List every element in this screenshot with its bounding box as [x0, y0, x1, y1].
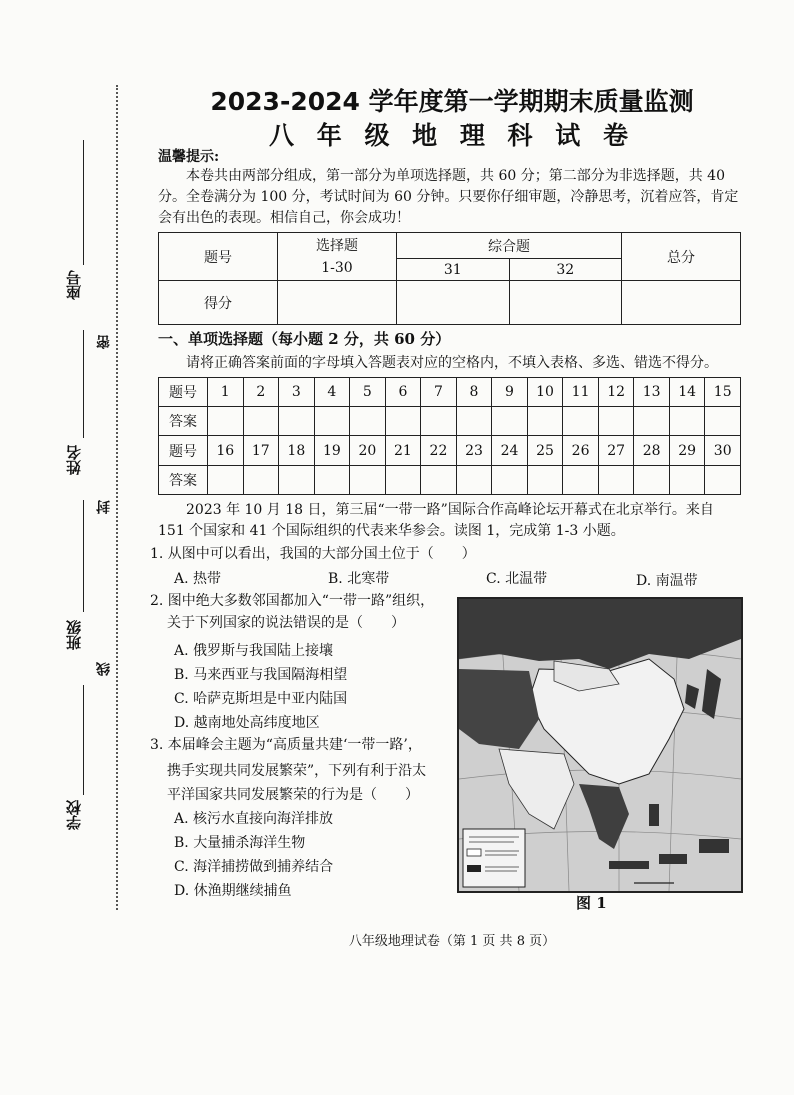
score-cell-total[interactable] [622, 281, 741, 325]
q2-option-d[interactable]: D. 越南地处高纬度地区 [174, 715, 320, 731]
answer-cell[interactable] [705, 466, 741, 495]
seal-char-feng: 封 [96, 500, 112, 514]
q3-option-a[interactable]: A. 核污水直接向海洋排放 [174, 811, 334, 827]
q3-option-d[interactable]: D. 休渔期继续捕鱼 [174, 883, 292, 899]
reading-intro: 2023 年 10 月 18 日，第三届“一带一路”国际合作高峰论坛开幕式在北京举行。来自 151 个国家和 41 个国际组织的代表来华参会。读图 1，完成第 1-3 小题。 [158, 502, 714, 539]
score-h-q32: 32 [509, 259, 622, 281]
q3-stem-2: 携手实现共同发展繁荣”，下列有利于沿太 [167, 763, 427, 779]
answer-cell[interactable] [492, 466, 528, 495]
question-number: 18 [279, 436, 315, 466]
answer-label-number: 题号 [159, 436, 208, 466]
score-h-total: 总分 [622, 233, 741, 281]
section1-instruction: 请将正确答案前面的字母填入答题表对应的空格内，不填入表格、多选、错选不得分。 [186, 355, 718, 371]
question-number: 2 [243, 378, 279, 407]
score-h-number: 题号 [159, 233, 278, 281]
q1-option-c[interactable]: C. 北温带 [486, 571, 548, 587]
answer-label-answer: 答案 [159, 407, 208, 436]
question-number: 4 [314, 378, 350, 407]
answer-cell[interactable] [421, 407, 457, 436]
score-h-choice-range: 1-30 [321, 259, 353, 276]
question-number: 5 [350, 378, 386, 407]
question-number: 15 [705, 378, 741, 407]
answer-cell[interactable] [279, 407, 315, 436]
answer-cell[interactable] [563, 466, 599, 495]
seat-number-line [83, 140, 84, 265]
question-number: 29 [669, 436, 705, 466]
q3-stem-3: 平洋国家共同发展繁荣的行为是（ ） [167, 787, 419, 803]
binding-dotted-line [116, 85, 118, 910]
answer-cell[interactable] [421, 466, 457, 495]
answer-cell[interactable] [243, 407, 279, 436]
name-label: 姓名 [65, 445, 83, 475]
answer-row-numbers-1 [159, 378, 741, 407]
question-number: 25 [527, 436, 563, 466]
q1-option-d[interactable]: D. 南温带 [636, 573, 698, 589]
question-number: 11 [563, 378, 599, 407]
answer-cell[interactable] [314, 407, 350, 436]
figure-caption: 图 1 [576, 894, 607, 912]
question-number: 23 [456, 436, 492, 466]
q2-stem-2: 关于下列国家的说法错误的是（ ） [167, 615, 405, 631]
answer-cell[interactable] [527, 466, 563, 495]
answer-row-numbers-2 [159, 436, 741, 466]
score-row-label: 得分 [159, 281, 278, 325]
answer-cell[interactable] [243, 466, 279, 495]
question-number: 20 [350, 436, 386, 466]
answer-cell[interactable] [385, 466, 421, 495]
question-number: 8 [456, 378, 492, 407]
question-number: 24 [492, 436, 528, 466]
page-title: 2023-2024 学年度第一学期期末质量监测 [210, 87, 694, 116]
seal-char-xian: 线 [96, 662, 112, 676]
page-footer: 八年级地理试卷（第 1 页 共 8 页） [348, 934, 556, 949]
question-number: 13 [634, 378, 670, 407]
score-h-choice-label: 选择题 [316, 237, 358, 254]
answer-cell[interactable] [208, 466, 244, 495]
answer-cell[interactable] [669, 407, 705, 436]
answer-cell[interactable] [350, 466, 386, 495]
answer-cell[interactable] [314, 466, 350, 495]
answer-cell[interactable] [598, 407, 634, 436]
q1-option-b[interactable]: B. 北寒带 [328, 571, 390, 587]
question-number: 1 [208, 378, 244, 407]
question-number: 17 [243, 436, 279, 466]
seat-number-label: 座号 [65, 270, 83, 300]
score-h-choice [278, 233, 397, 281]
question-number: 22 [421, 436, 457, 466]
tips-text: 本卷共由两部分组成，第一部分为单项选择题，共 60 分；第二部分为非选择题，共 40 分。全卷满分为 100 分，考试时间为 60 分钟。只要你仔细审题，冷静思考，沉着应答，肯定会有出色的表现。相信自己，你会成功！ [158, 168, 739, 226]
section1-heading: 一、单项选择题（每小题 2 分，共 60 分） [158, 330, 451, 348]
score-cell-q31[interactable] [397, 281, 510, 325]
answer-cell[interactable] [208, 407, 244, 436]
q2-stem-1: 2. 图中绝大多数邻国都加入“一带一路”组织， [150, 593, 435, 609]
answer-cell[interactable] [527, 407, 563, 436]
question-number: 21 [385, 436, 421, 466]
score-h-q31: 31 [397, 259, 510, 281]
q1-option-a[interactable]: A. 热带 [174, 571, 222, 587]
name-line [83, 330, 84, 438]
answer-cell[interactable] [350, 407, 386, 436]
answer-cell[interactable] [563, 407, 599, 436]
q3-option-b[interactable]: B. 大量捕杀海洋生物 [174, 835, 306, 851]
q2-option-c[interactable]: C. 哈萨克斯坦是中亚内陆国 [174, 691, 348, 707]
school-label: 学校 [65, 800, 83, 830]
answer-cell[interactable] [385, 407, 421, 436]
answer-cell[interactable] [669, 466, 705, 495]
question-number: 14 [669, 378, 705, 407]
score-cell-choice[interactable] [278, 281, 397, 325]
score-table [158, 232, 741, 325]
q3-option-c[interactable]: C. 海洋捕捞做到捕养结合 [174, 859, 334, 875]
class-label: 班级 [65, 620, 83, 650]
question-number: 26 [563, 436, 599, 466]
answer-cell[interactable] [705, 407, 741, 436]
page-subtitle: 八 年 级 地 理 科 试 卷 [269, 121, 635, 150]
tips-heading: 温馨提示: [158, 149, 220, 165]
map-graphic [459, 599, 741, 891]
school-line [83, 685, 84, 795]
answer-cell[interactable] [456, 407, 492, 436]
q2-option-b[interactable]: B. 马来西亚与我国隔海相望 [174, 667, 348, 683]
question-number: 19 [314, 436, 350, 466]
q2-option-a[interactable]: A. 俄罗斯与我国陆上接壤 [174, 643, 334, 659]
answer-label-answer: 答案 [159, 466, 208, 495]
question-number: 16 [208, 436, 244, 466]
score-cell-q32[interactable] [509, 281, 622, 325]
answer-cell[interactable] [279, 466, 315, 495]
class-line [83, 500, 84, 612]
question-number: 28 [634, 436, 670, 466]
answer-row-blank-2 [159, 466, 741, 495]
question-number: 27 [598, 436, 634, 466]
q1-stem: 1. 从图中可以看出，我国的大部分国土位于（ ） [150, 546, 476, 562]
answer-cell[interactable] [598, 466, 634, 495]
q3-stem-1: 3. 本届峰会主题为“高质量共建‘一带一路’， [150, 737, 422, 753]
seal-char-mi: 密 [96, 335, 112, 349]
question-number: 9 [492, 378, 528, 407]
score-h-comprehensive: 综合题 [397, 233, 622, 259]
answer-cell[interactable] [456, 466, 492, 495]
asia-map-figure [457, 597, 743, 893]
question-number: 12 [598, 378, 634, 407]
question-number: 3 [279, 378, 315, 407]
answer-row-blank-1 [159, 407, 741, 436]
answer-cell[interactable] [492, 407, 528, 436]
question-number: 7 [421, 378, 457, 407]
question-number: 6 [385, 378, 421, 407]
answer-cell[interactable] [634, 407, 670, 436]
answer-label-number: 题号 [159, 378, 208, 407]
answer-table [158, 377, 741, 495]
question-number: 10 [527, 378, 563, 407]
answer-cell[interactable] [634, 466, 670, 495]
question-number: 30 [705, 436, 741, 466]
